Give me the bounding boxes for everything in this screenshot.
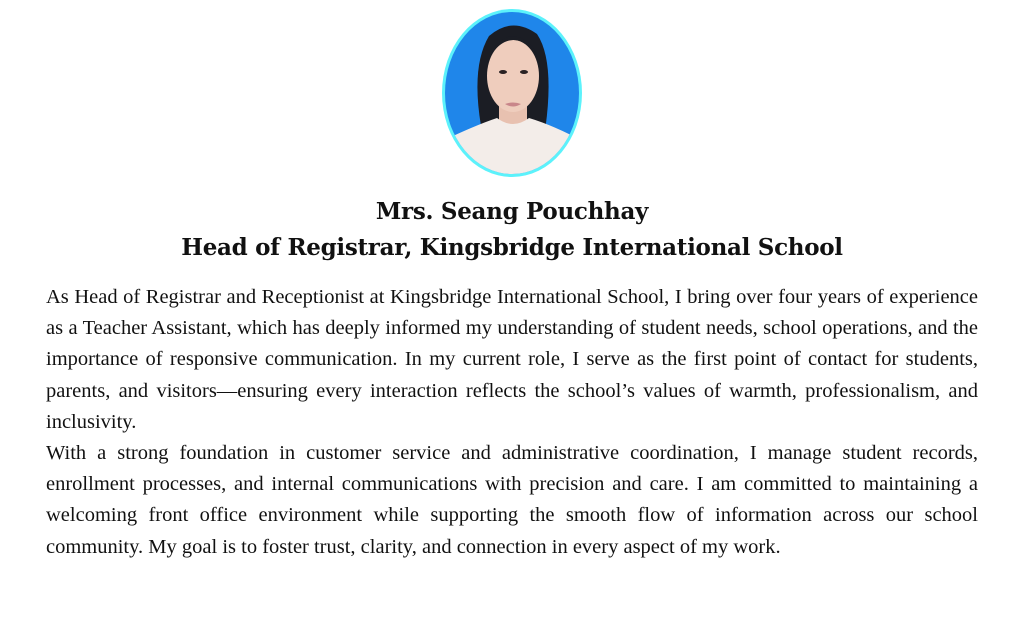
bio-paragraph: As Head of Registrar and Receptionist at Kingsbridge International School, I bring over four years of experience as a Teacher Assistant, which has deeply informed my understanding of student needs, school operations, and the importance of responsive communication. In my current role, I serve as the first point of contact for students, parents, and visitors—ensuring every interaction reflects the school’s values of warmth, professionalism, and inclusivity.	[46, 286, 978, 433]
bio-paragraph: With a strong foundation in customer service and administrative coordination, I manage student records, enrollment processes, and internal communications with precision and care. I am committed to maintaining a welcoming front office environment while supporting the smooth flow of information across our school community. My goal is to foster trust, clarity, and connection in every aspect of my work.	[46, 442, 978, 558]
person-name: Mrs. Seang Pouchhay	[375, 198, 649, 225]
person-position: Head of Registrar, Kingsbridge International School	[181, 234, 843, 261]
profile-photo	[439, 6, 585, 180]
bio	[46, 282, 978, 563]
